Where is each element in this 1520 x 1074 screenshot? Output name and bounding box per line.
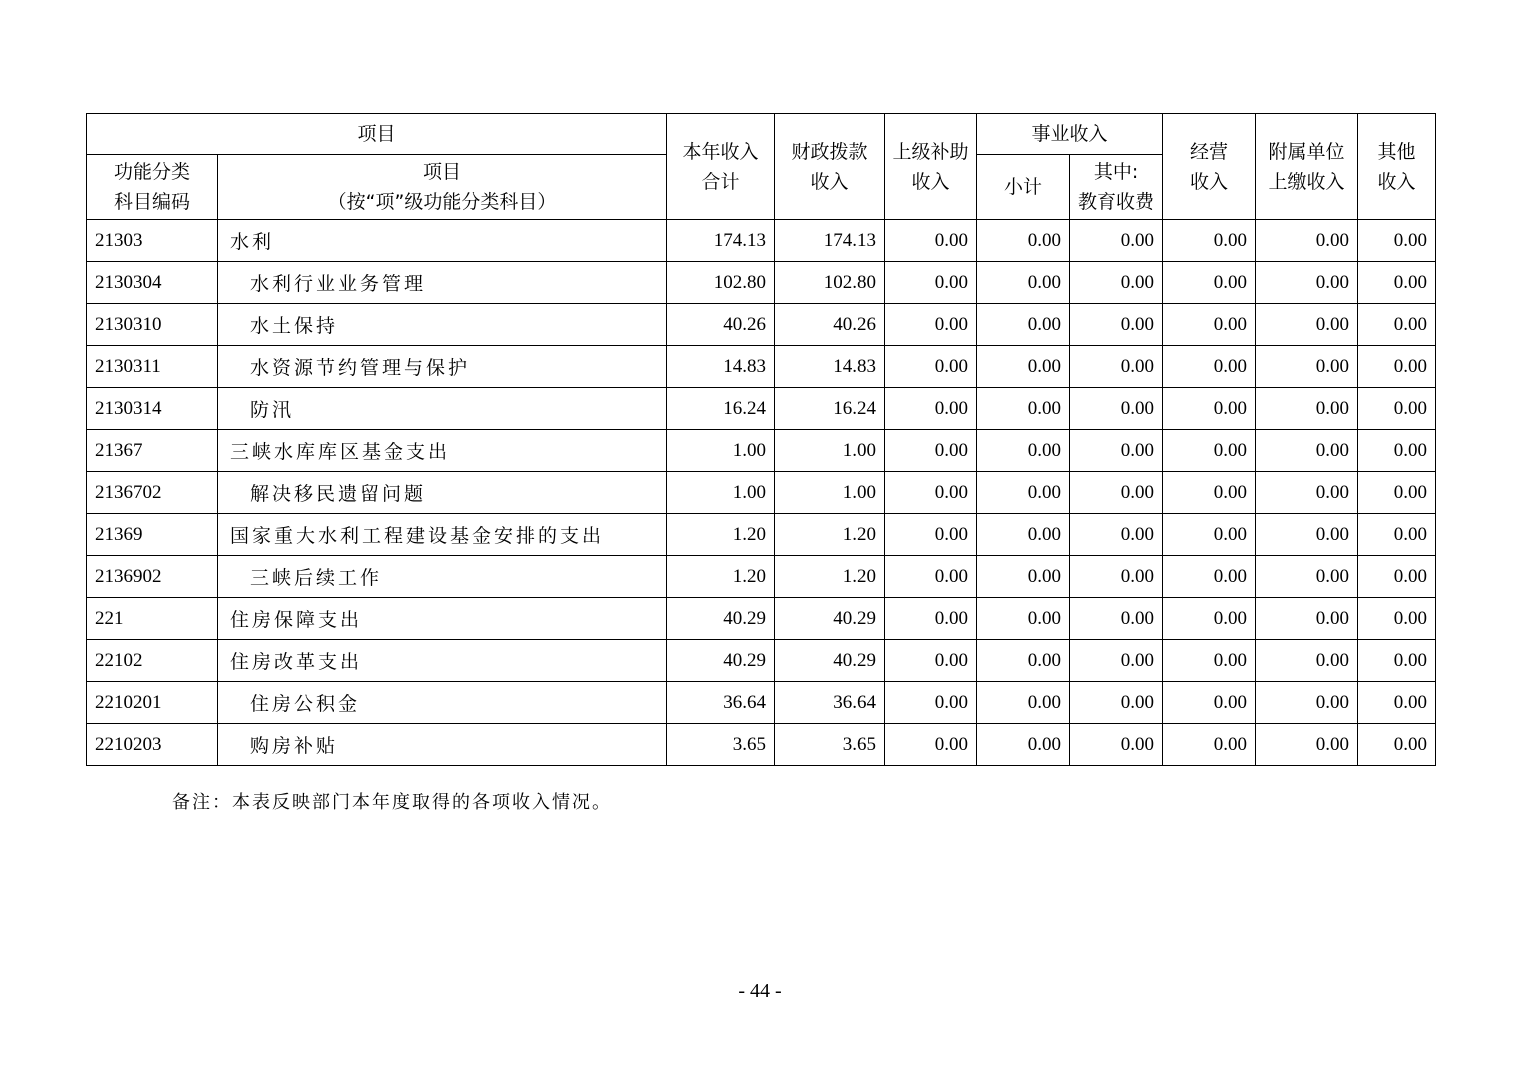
header-other: 其他 收入	[1358, 114, 1436, 220]
cell-code: 22102	[87, 640, 218, 682]
cell-total: 36.64	[667, 682, 775, 724]
cell-affiliated: 0.00	[1256, 304, 1358, 346]
cell-name: 三峡水库库区基金支出	[218, 430, 667, 472]
cell-edu: 0.00	[1070, 472, 1163, 514]
header-row-1	[87, 114, 1436, 155]
cell-subsidy: 0.00	[885, 346, 977, 388]
cell-code: 2210203	[87, 724, 218, 766]
cell-subsidy: 0.00	[885, 640, 977, 682]
header-operating: 经营 收入	[1163, 114, 1256, 220]
cell-edu: 0.00	[1070, 640, 1163, 682]
table-note: 备注：本表反映部门本年度取得的各项收入情况。	[172, 792, 612, 813]
cell-code: 221	[87, 598, 218, 640]
table-row	[87, 304, 1436, 346]
income-table	[86, 113, 1436, 766]
header-fiscal: 财政拨款 收入	[775, 114, 885, 220]
cell-total: 1.00	[667, 430, 775, 472]
table-row	[87, 388, 1436, 430]
cell-subsidy: 0.00	[885, 430, 977, 472]
cell-edu: 0.00	[1070, 430, 1163, 472]
cell-operating: 0.00	[1163, 346, 1256, 388]
cell-subsidy: 0.00	[885, 724, 977, 766]
cell-operating: 0.00	[1163, 262, 1256, 304]
cell-operating: 0.00	[1163, 220, 1256, 262]
cell-other: 0.00	[1358, 472, 1436, 514]
cell-subsidy: 0.00	[885, 514, 977, 556]
cell-fiscal: 16.24	[775, 388, 885, 430]
cell-business: 0.00	[977, 262, 1070, 304]
cell-affiliated: 0.00	[1256, 430, 1358, 472]
cell-name: 水利行业业务管理	[218, 262, 667, 304]
cell-subsidy: 0.00	[885, 262, 977, 304]
cell-other: 0.00	[1358, 430, 1436, 472]
cell-edu: 0.00	[1070, 304, 1163, 346]
cell-total: 16.24	[667, 388, 775, 430]
cell-other: 0.00	[1358, 514, 1436, 556]
cell-code: 2210201	[87, 682, 218, 724]
cell-total: 40.26	[667, 304, 775, 346]
page-number: - 44 -	[738, 980, 782, 1002]
cell-business: 0.00	[977, 388, 1070, 430]
cell-business: 0.00	[977, 346, 1070, 388]
cell-name: 住房保障支出	[218, 598, 667, 640]
cell-total: 174.13	[667, 220, 775, 262]
cell-other: 0.00	[1358, 598, 1436, 640]
cell-subsidy: 0.00	[885, 220, 977, 262]
table-row	[87, 682, 1436, 724]
cell-operating: 0.00	[1163, 430, 1256, 472]
cell-operating: 0.00	[1163, 304, 1256, 346]
cell-affiliated: 0.00	[1256, 472, 1358, 514]
cell-other: 0.00	[1358, 304, 1436, 346]
cell-operating: 0.00	[1163, 598, 1256, 640]
cell-business: 0.00	[977, 220, 1070, 262]
table-row	[87, 514, 1436, 556]
cell-fiscal: 1.00	[775, 472, 885, 514]
cell-total: 40.29	[667, 640, 775, 682]
table-body	[87, 220, 1436, 766]
header-affiliated: 附属单位 上缴收入	[1256, 114, 1358, 220]
cell-fiscal: 14.83	[775, 346, 885, 388]
cell-code: 21303	[87, 220, 218, 262]
cell-affiliated: 0.00	[1256, 388, 1358, 430]
cell-business: 0.00	[977, 682, 1070, 724]
cell-total: 1.20	[667, 556, 775, 598]
cell-other: 0.00	[1358, 682, 1436, 724]
table-row	[87, 430, 1436, 472]
cell-affiliated: 0.00	[1256, 682, 1358, 724]
header-business-edu: 其中: 教育收费	[1070, 155, 1163, 220]
cell-operating: 0.00	[1163, 724, 1256, 766]
header-code: 功能分类 科目编码	[87, 155, 218, 220]
cell-other: 0.00	[1358, 220, 1436, 262]
table-row	[87, 724, 1436, 766]
cell-name: 三峡后续工作	[218, 556, 667, 598]
cell-fiscal: 1.20	[775, 556, 885, 598]
cell-subsidy: 0.00	[885, 598, 977, 640]
cell-subsidy: 0.00	[885, 556, 977, 598]
cell-edu: 0.00	[1070, 598, 1163, 640]
table-row	[87, 556, 1436, 598]
cell-other: 0.00	[1358, 262, 1436, 304]
cell-code: 2130314	[87, 388, 218, 430]
cell-subsidy: 0.00	[885, 682, 977, 724]
cell-name: 水资源节约管理与保护	[218, 346, 667, 388]
cell-operating: 0.00	[1163, 556, 1256, 598]
header-total: 本年收入 合计	[667, 114, 775, 220]
header-business-subtotal: 小计	[977, 155, 1070, 220]
cell-edu: 0.00	[1070, 724, 1163, 766]
cell-business: 0.00	[977, 472, 1070, 514]
cell-total: 14.83	[667, 346, 775, 388]
table-row	[87, 472, 1436, 514]
cell-code: 21367	[87, 430, 218, 472]
cell-other: 0.00	[1358, 388, 1436, 430]
cell-affiliated: 0.00	[1256, 640, 1358, 682]
cell-edu: 0.00	[1070, 682, 1163, 724]
cell-edu: 0.00	[1070, 262, 1163, 304]
cell-other: 0.00	[1358, 556, 1436, 598]
table-row	[87, 598, 1436, 640]
cell-code: 2130304	[87, 262, 218, 304]
cell-affiliated: 0.00	[1256, 262, 1358, 304]
cell-edu: 0.00	[1070, 514, 1163, 556]
cell-business: 0.00	[977, 430, 1070, 472]
cell-total: 3.65	[667, 724, 775, 766]
cell-other: 0.00	[1358, 346, 1436, 388]
cell-name: 住房改革支出	[218, 640, 667, 682]
cell-fiscal: 174.13	[775, 220, 885, 262]
table-row	[87, 640, 1436, 682]
cell-name: 住房公积金	[218, 682, 667, 724]
cell-subsidy: 0.00	[885, 472, 977, 514]
cell-operating: 0.00	[1163, 472, 1256, 514]
cell-business: 0.00	[977, 304, 1070, 346]
cell-fiscal: 36.64	[775, 682, 885, 724]
cell-name: 解决移民遗留问题	[218, 472, 667, 514]
cell-code: 2130310	[87, 304, 218, 346]
cell-other: 0.00	[1358, 640, 1436, 682]
cell-fiscal: 102.80	[775, 262, 885, 304]
table-row	[87, 346, 1436, 388]
cell-operating: 0.00	[1163, 514, 1256, 556]
cell-code: 2136902	[87, 556, 218, 598]
cell-edu: 0.00	[1070, 346, 1163, 388]
cell-edu: 0.00	[1070, 388, 1163, 430]
cell-affiliated: 0.00	[1256, 346, 1358, 388]
cell-edu: 0.00	[1070, 220, 1163, 262]
cell-affiliated: 0.00	[1256, 514, 1358, 556]
cell-total: 102.80	[667, 262, 775, 304]
cell-name: 国家重大水利工程建设基金安排的支出	[218, 514, 667, 556]
cell-subsidy: 0.00	[885, 304, 977, 346]
header-name: 项目 （按“项”级功能分类科目）	[218, 155, 667, 220]
header-item-group: 项目	[87, 114, 667, 155]
cell-business: 0.00	[977, 556, 1070, 598]
cell-affiliated: 0.00	[1256, 598, 1358, 640]
cell-fiscal: 40.29	[775, 598, 885, 640]
cell-operating: 0.00	[1163, 682, 1256, 724]
cell-code: 2130311	[87, 346, 218, 388]
header-subsidy: 上级补助 收入	[885, 114, 977, 220]
cell-code: 2136702	[87, 472, 218, 514]
cell-total: 1.00	[667, 472, 775, 514]
cell-fiscal: 40.26	[775, 304, 885, 346]
cell-affiliated: 0.00	[1256, 556, 1358, 598]
cell-fiscal: 3.65	[775, 724, 885, 766]
cell-operating: 0.00	[1163, 388, 1256, 430]
cell-affiliated: 0.00	[1256, 724, 1358, 766]
cell-other: 0.00	[1358, 724, 1436, 766]
cell-operating: 0.00	[1163, 640, 1256, 682]
header-business-group: 事业收入	[977, 114, 1163, 155]
cell-fiscal: 1.20	[775, 514, 885, 556]
table-row	[87, 220, 1436, 262]
cell-name: 水利	[218, 220, 667, 262]
cell-fiscal: 40.29	[775, 640, 885, 682]
cell-edu: 0.00	[1070, 556, 1163, 598]
cell-name: 购房补贴	[218, 724, 667, 766]
cell-business: 0.00	[977, 598, 1070, 640]
cell-fiscal: 1.00	[775, 430, 885, 472]
cell-business: 0.00	[977, 640, 1070, 682]
cell-affiliated: 0.00	[1256, 220, 1358, 262]
cell-business: 0.00	[977, 514, 1070, 556]
table-row	[87, 262, 1436, 304]
cell-name: 防汛	[218, 388, 667, 430]
cell-name: 水土保持	[218, 304, 667, 346]
cell-code: 21369	[87, 514, 218, 556]
cell-subsidy: 0.00	[885, 388, 977, 430]
cell-total: 1.20	[667, 514, 775, 556]
cell-business: 0.00	[977, 724, 1070, 766]
cell-total: 40.29	[667, 598, 775, 640]
